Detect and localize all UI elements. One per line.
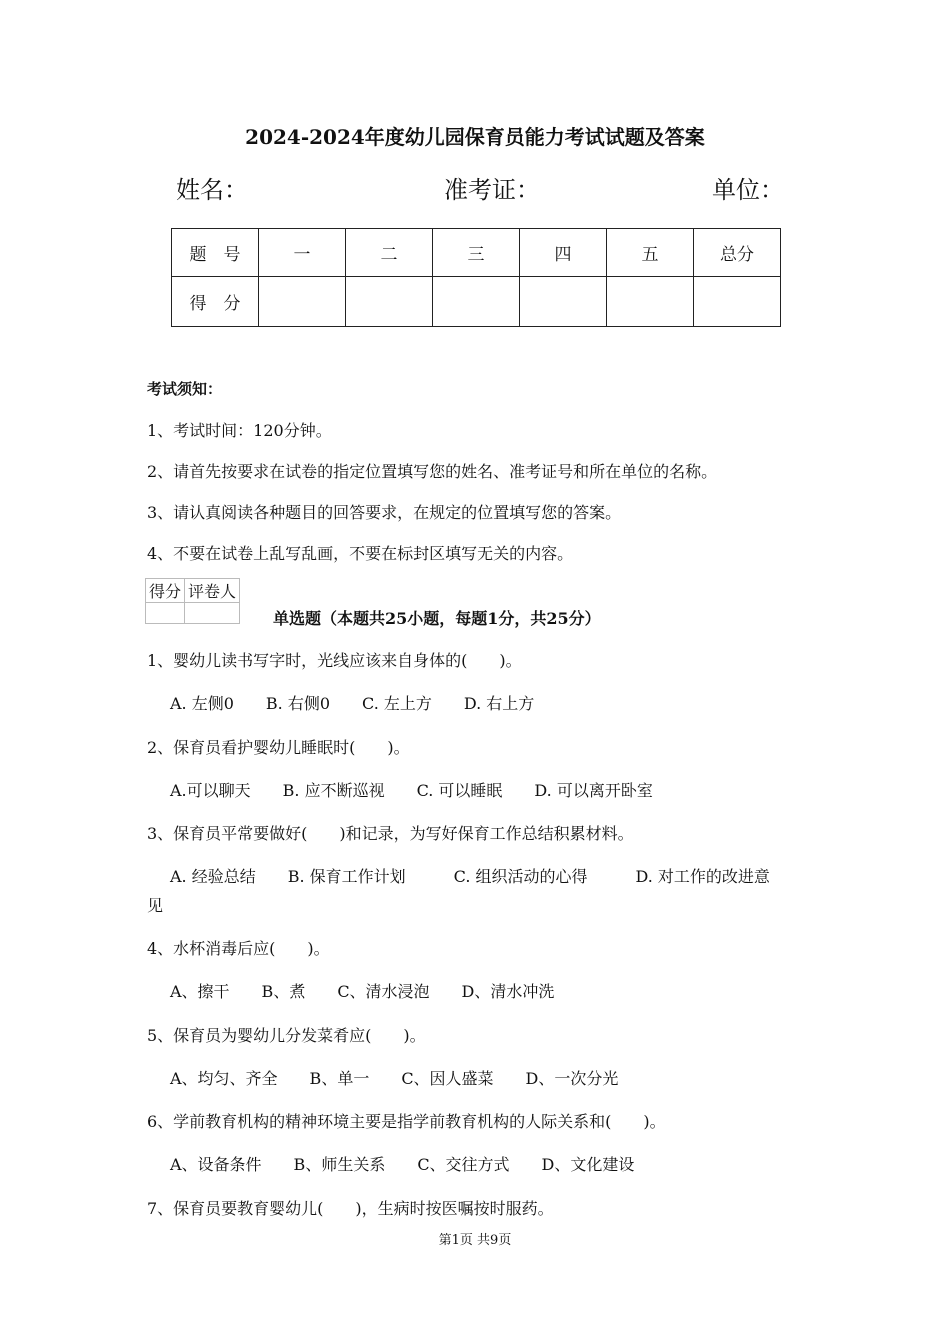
score-cell[interactable] [694, 277, 781, 327]
question-text: 6、学前教育机构的精神环境主要是指学前教育机构的人际关系和( )。 [147, 1112, 666, 1131]
question-text: 2、保育员看护婴幼儿睡眠时( )。 [147, 738, 410, 757]
score-table [171, 228, 781, 327]
note-item: 1、考试时间：120分钟。 [147, 421, 332, 440]
grader-name-label: 评卷人 [185, 579, 240, 603]
score-table-header-cell: 五 [607, 229, 694, 277]
score-table-header-cell: 二 [346, 229, 433, 277]
unit-field-label: 单位： [712, 176, 784, 204]
grader-box [145, 578, 240, 624]
question-options: A、均匀、齐全 B、单一 C、因人盛菜 D、一次分光 [170, 1069, 619, 1088]
grader-score-cell[interactable] [146, 603, 185, 624]
score-table-header-cell: 三 [433, 229, 520, 277]
note-item: 3、请认真阅读各种题目的回答要求，在规定的位置填写您的答案。 [147, 503, 622, 522]
question-options: A、擦干 B、煮 C、清水浸泡 D、清水冲洗 [170, 982, 555, 1001]
question-text: 3、保育员平常要做好( )和记录，为写好保育工作总结积累材料。 [147, 824, 634, 843]
score-table-header-cell: 题 号 [172, 229, 259, 277]
question-text: 1、婴幼儿读书写字时，光线应该来自身体的( )。 [147, 651, 522, 670]
question-options: A. 经验总结 B. 保育工作计划 C. 组织活动的心得 D. 对工作的改进意 [170, 867, 770, 886]
question-text: 4、水杯消毒后应( )。 [147, 939, 330, 958]
question-text: 5、保育员为婴幼儿分发菜肴应( )。 [147, 1026, 426, 1045]
score-table-row-label: 得 分 [172, 277, 259, 327]
score-table-score-row [172, 277, 781, 327]
question-text: 7、保育员要教育婴幼儿( )，生病时按医嘱按时服药。 [147, 1199, 554, 1218]
score-table-header-cell: 四 [520, 229, 607, 277]
name-field-label: 姓名： [176, 176, 248, 204]
question-options-continued: 见 [147, 896, 164, 915]
score-cell[interactable] [346, 277, 433, 327]
score-cell[interactable] [259, 277, 346, 327]
score-cell[interactable] [520, 277, 607, 327]
question-options: A.可以聊天 B. 应不断巡视 C. 可以睡眠 D. 可以离开卧室 [170, 781, 653, 800]
question-options: A、设备条件 B、师生关系 C、交往方式 D、文化建设 [170, 1155, 635, 1174]
note-item: 2、请首先按要求在试卷的指定位置填写您的姓名、准考证号和所在单位的名称。 [147, 462, 718, 481]
notes-heading: 考试须知： [147, 380, 223, 398]
page-title: 2024-2024年度幼儿园保育员能力考试试题及答案 [245, 125, 705, 149]
grader-score-label: 得分 [146, 579, 185, 603]
score-cell[interactable] [433, 277, 520, 327]
section-title: 单选题（本题共25小题，每题1分，共25分） [273, 609, 601, 628]
question-options: A. 左侧0 B. 右侧0 C. 左上方 D. 右上方 [170, 694, 535, 713]
note-item: 4、不要在试卷上乱写乱画，不要在标封区填写无关的内容。 [147, 544, 574, 563]
score-table-header-cell: 一 [259, 229, 346, 277]
exam-id-field-label: 准考证： [444, 176, 540, 204]
score-cell[interactable] [607, 277, 694, 327]
grader-name-cell[interactable] [185, 603, 240, 624]
page-footer: 第1页 共9页 [438, 1233, 512, 1248]
score-table-header-cell: 总分 [694, 229, 781, 277]
score-table-header-row [172, 229, 781, 277]
